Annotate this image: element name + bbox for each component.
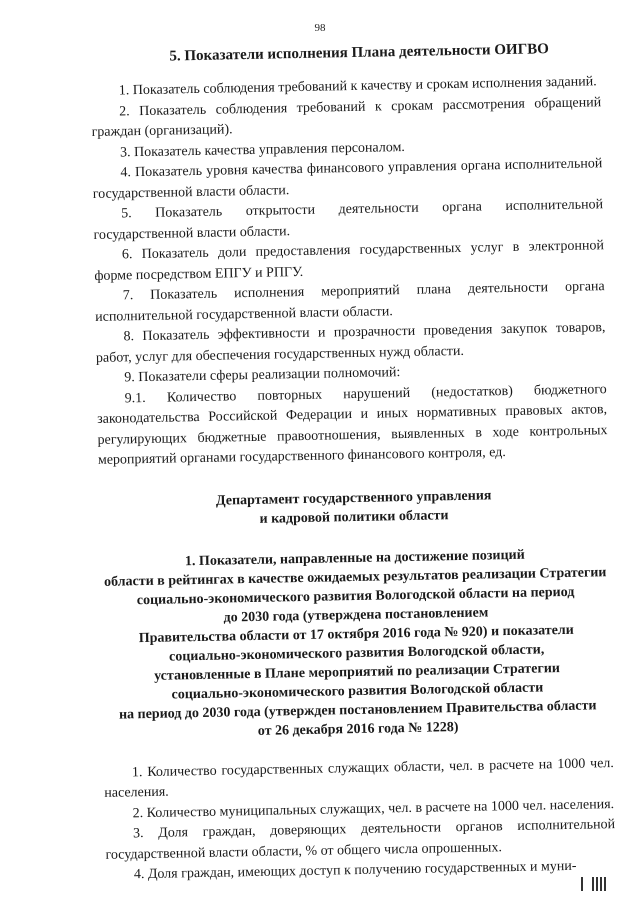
department-heading-line: и кадровой политики области xyxy=(259,507,449,527)
block-heading-line: социально-экономического развития Вологодской области, xyxy=(168,641,545,665)
indicator-item: 9. Показатели сферы реализации полномочий: xyxy=(124,365,401,386)
block-heading-line: от 26 декабря 2016 года № 1228) xyxy=(257,719,459,739)
barcode-gap xyxy=(585,877,590,891)
block-heading-line: на период до 2030 года (утвержден постановлением Правительства области xyxy=(118,697,597,723)
block-item: 4. Доля граждан, имеющих доступ к получению государственных и муни- xyxy=(133,858,577,883)
indicator-list xyxy=(91,72,608,471)
indicator-item: 1. Показатель соблюдения требований к качеству и срокам исполнения заданий. xyxy=(118,74,597,99)
indicator-item: 3. Показатель качества управления персоналом. xyxy=(119,139,406,160)
indicator-item: 9.1. Количество повторных нарушений (недостатков) бюджетного законодательства Российской Федерации и иных нормативных правовых актов, регулирующих бюджетные правоотношения, выявленных в ходе контрольных мероприятий органами государственного финансового контроля, ед. xyxy=(96,381,608,468)
block-heading-line: до 2030 года (утверждена постановлением xyxy=(223,604,489,626)
department-heading-line: Департамент государственного управления xyxy=(215,487,492,509)
barcode-bar xyxy=(604,877,606,891)
page-number: 98 xyxy=(314,22,326,34)
block-item-list xyxy=(104,754,616,887)
block-heading-line: установленные в Плане мероприятий по реализации Стратегии xyxy=(154,660,561,684)
indicator-item: 5. Показатель открытости деятельности органа исполнительной государственной власти области. xyxy=(93,197,604,243)
block-heading-line: социально-экономического развития Вологодской области xyxy=(171,679,544,703)
indicator-item: 6. Показатель доли предоставления государственных услуг в электронной форме посредством ЕПГУ и РПГУ. xyxy=(94,238,605,284)
barcode-mark xyxy=(581,875,606,891)
page-content xyxy=(90,38,616,886)
barcode-bar xyxy=(592,877,594,891)
block-heading xyxy=(100,544,614,744)
block-heading-line: 1. Показатели, направленные на достижение позиций xyxy=(184,547,525,569)
indicator-item: 4. Показатель уровня качества финансового управления органа исполнительной государственной власти области. xyxy=(92,156,603,202)
block-item: 2. Количество муниципальных служащих, чел. в расчете на 1000 чел. населения. xyxy=(132,796,615,821)
section-title: 5. Показатели исполнения Плана деятельности ОИГВО xyxy=(169,41,550,65)
barcode-bar xyxy=(600,877,602,891)
block-item: 1. Количество государственных служащих области, чел. в расчете на 1000 чел. населения. xyxy=(104,755,614,801)
indicator-item: 2. Показатель соблюдения требований к срокам рассмотрения обращений граждан (организаций). xyxy=(91,94,602,140)
block-heading-line: Правительства области от 17 октября 2016 года № 920) и показатели xyxy=(138,622,574,646)
barcode-bar xyxy=(581,877,583,891)
indicator-item: 8. Показатель эффективности и прозрачности проведения закупок товаров, работ, услуг для обеспечения государственных нужд области. xyxy=(95,320,606,366)
barcode-bar xyxy=(596,877,598,891)
block-heading-line: области в рейтингах в качестве ожидаемых результатов реализации Стратегии социально-экономического развития Вологодской области на период xyxy=(103,564,607,608)
department-heading xyxy=(99,484,610,532)
indicator-item: 7. Показатель исполнения мероприятий плана деятельности органа исполнительной государственной власти области. xyxy=(95,279,605,325)
block-item: 3. Доля граждан, доверяющих деятельности органов исполнительной государственной власти области, % от общего числа опрошенных. xyxy=(105,817,616,863)
